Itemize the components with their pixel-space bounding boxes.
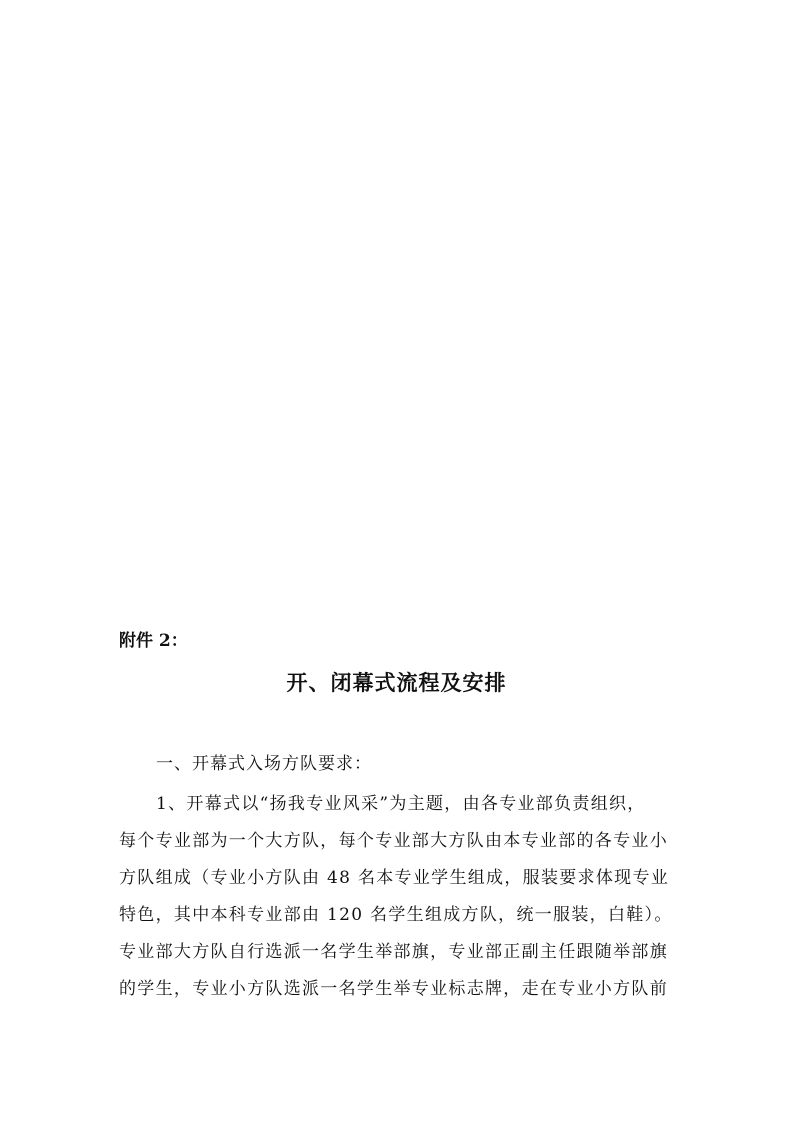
- paragraph-line: 特色，其中本科专业部由 120 名学生组成方队，统一服装，白鞋）。: [119, 905, 673, 925]
- paragraph-line: 方队组成（专业小方队由 48 名本专业学生组成，服装要求体现专业: [119, 868, 670, 888]
- section-heading: 一、开幕式入场方队要求：: [156, 754, 372, 774]
- paragraph-line: 1、开幕式以“扬我专业风采”为主题，由各专业部负责组织，: [156, 794, 646, 814]
- paragraph-line: 专业部大方队自行选派一名学生举部旗，专业部正副主任跟随举部旗: [119, 942, 668, 962]
- attachment-label: 附件 2：: [119, 631, 188, 651]
- paragraph-line: 的学生，专业小方队选派一名学生举专业标志牌，走在专业小方队前: [119, 979, 668, 999]
- paragraph-line: 每个专业部为一个大方队，每个专业部大方队由本专业部的各专业小: [119, 831, 668, 851]
- body-paragraph: [119, 786, 679, 1008]
- document-title: 开、闭幕式流程及安排: [286, 670, 507, 695]
